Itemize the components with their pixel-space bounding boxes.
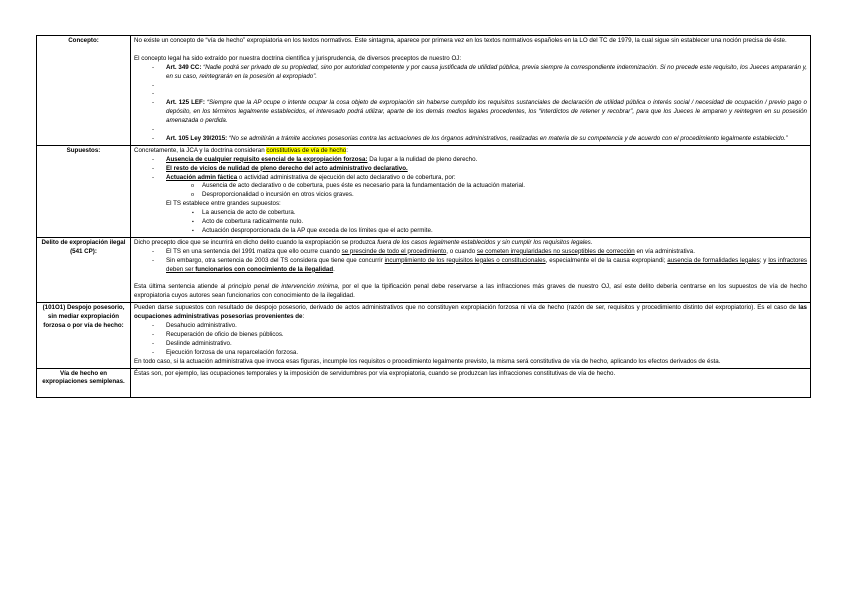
list-item: - Actuación admin fáctica o actividad administrativa de ejecución del acto declarativo o de cobertura, por: o Ausencia de acto declarativo o de cobertura, pues éste es necesario para la fundamentación de la actuación material. o Desproporcionalidad o incursión en otros vicios graves.	[166, 174, 807, 201]
list-item: - El TS en una sentencia del 1991 matiza que ello ocurre cuando se prescinde de todo el procedimiento, o cuando se cometen irregularidades no susceptibles de corrección en vía administrativa.	[166, 248, 807, 257]
delito-paragraph-2: Esta última sentencia atiende al principio penal de intervención mínima, por el que la tipificación penal debe reservarse a las infracciones más graves de nuestro OJ, así este delito debería centrarse en los supuestos de vía de hecho expropiatoria cuyos autores sean funcionarios con conocimiento de la ilegalidad.	[134, 283, 807, 300]
list-item: - Art. 125 LEF: “Siempre que la AP ocupe o intente ocupar la cosa objeto de expropiación sin haberse cumplido los requisitos sustanciales de declaración de utilidad pública o interés social / necesidad de ocupación / previo pago o depósito, en los términos legalmente establecidos, el interesado podrá utilizar, aparte de los demás medios legales procedentes, los “interdictos de retener y recobrar”, para que los Jueces le amparen y reintegren en su posesión amenazada o perdida.	[166, 99, 807, 126]
supuestos-list	[134, 156, 807, 201]
ts-line: El TS establece entre grandes supuestos:	[166, 200, 281, 208]
row-semiplenas	[37, 368, 811, 397]
list-item: - Ejecución forzosa de una reparcelación forzosa.	[166, 349, 807, 358]
list-item: - Deslinde administrativo.	[166, 340, 807, 349]
list-item: o Desproporcionalidad o incursión en otros vicios graves.	[202, 191, 807, 200]
label-despojo: (101O1) Despojo posesorio, sin mediar expropiación forzosa o por vía de hecho:	[37, 303, 131, 368]
delito-paragraph-1: Dicho precepto dice que se incurrirá en dicho delito cuando la expropiación se produzca fuera de los casos legalmente establecidos y sin cumplir los requisitos legales.	[134, 238, 593, 246]
label-supuestos: Supuestos:	[37, 145, 131, 237]
content-delito	[131, 237, 811, 302]
label-semiplenas: Vía de hecho en expropiaciones semiplenas.	[37, 368, 131, 397]
despojo-list	[134, 322, 807, 358]
concepto-article-list	[134, 64, 807, 144]
list-item: - Art. 349 CC: “Nadie podrá ser privado de su propiedad, sino por autoridad competente y por causa justificada de utilidad pública, previa siempre la correspondiente indemnización. Si no precede este requisito, los Jueces ampararán y, en su caso, reintegrarán en la posesión al expropiado”.	[166, 64, 807, 82]
list-item: - El resto de vicios de nulidad de pleno derecho del acto administrativo declarativo.	[166, 165, 807, 174]
list-item: ▪ Actuación desproporcionada de la AP que exceda de los límites que el acto permite.	[202, 227, 807, 236]
list-item: ▪ La ausencia de acto de cobertura.	[202, 209, 807, 218]
list-item: - Recuperación de oficio de bienes públicos.	[166, 331, 807, 340]
supuestos-intro: Concretamente, la JCA y la doctrina consideran constitutivas de vía de hecho:	[134, 146, 348, 154]
content-semiplenas: Éstas son, por ejemplo, las ocupaciones temporales y la imposición de servidumbres por vía expropiatoria, cuando se produzcan las infracciones constitutivas de vía de hecho.	[131, 368, 811, 397]
row-despojo	[37, 303, 811, 368]
label-concepto: Concepto:	[37, 36, 131, 146]
row-concepto	[37, 36, 811, 146]
concepto-paragraph-2: El concepto legal ha sido extraído por nuestra doctrina científica y jurisprudencia, de diversos preceptos de nuestro OJ:	[134, 54, 462, 62]
list-item: - Ausencia de cualquier requisito esencial de la expropiación forzosa: Da lugar a la nulidad de pleno derecho.	[166, 156, 807, 165]
ts-list	[134, 209, 807, 236]
notes-table	[36, 35, 811, 398]
list-item: - Art. 105 Ley 39/2015: “No se admitirán a trámite acciones posesorias contra las actuaciones de los órganos administrativos, realizadas en materia de su competencia y de acuerdo con el procedimiento legalmente establecido.”	[166, 135, 807, 144]
supuestos-sublist	[166, 182, 807, 200]
list-item: - Sin embargo, otra sentencia de 2003 del TS considera que tiene que concurrir incumplimiento de los requisitos legales o constitucionales, especialmente el de la causa expropiandi; ausencia de formalidades legales; y los infractores deben ser funcionarios con conocimiento de la ilegalidad.	[166, 257, 807, 275]
list-item: - Desahucio administrativo.	[166, 322, 807, 331]
despojo-paragraph-2: En todo caso, si la actuación administrativa que invoca esas figuras, incumple los requisitos o procedimiento legalmente previsto, la misma será constitutiva de vía de hecho, aplicando los efectos derivados de ésta.	[134, 357, 721, 365]
despojo-paragraph-1: Pueden darse supuestos con resultado de despojo posesorio, derivado de actos administrativos que no constituyen expropiación forzosa ni vía de hecho (razón de ser, requisitos y procedimiento distinto del expropiatorio). Es el caso de las ocupaciones administrativas posesorias provenientes de:	[134, 304, 807, 321]
content-concepto	[131, 36, 811, 146]
row-delito	[37, 237, 811, 302]
list-item: ▪ Acto de cobertura radicalmente nulo.	[202, 218, 807, 227]
row-supuestos	[37, 145, 811, 237]
concepto-paragraph-1: No existe un concepto de “vía de hecho” expropiatoria en los textos normativos. Este sintagma, aparece por primera vez en los textos normativos españoles en la LO del TC de 1979, la cual sigue sin establecer una noción precisa de éste.	[134, 37, 787, 44]
label-delito: Delito de expropiación ilegal (541 CP):	[37, 237, 131, 302]
list-item: o Ausencia de acto declarativo o de cobertura, pues éste es necesario para la fundamentación de la actuación material.	[202, 182, 807, 191]
delito-list	[134, 248, 807, 275]
content-despojo	[131, 303, 811, 368]
content-supuestos	[131, 145, 811, 237]
highlighted-text: constitutivas de vía de hecho	[266, 146, 347, 154]
